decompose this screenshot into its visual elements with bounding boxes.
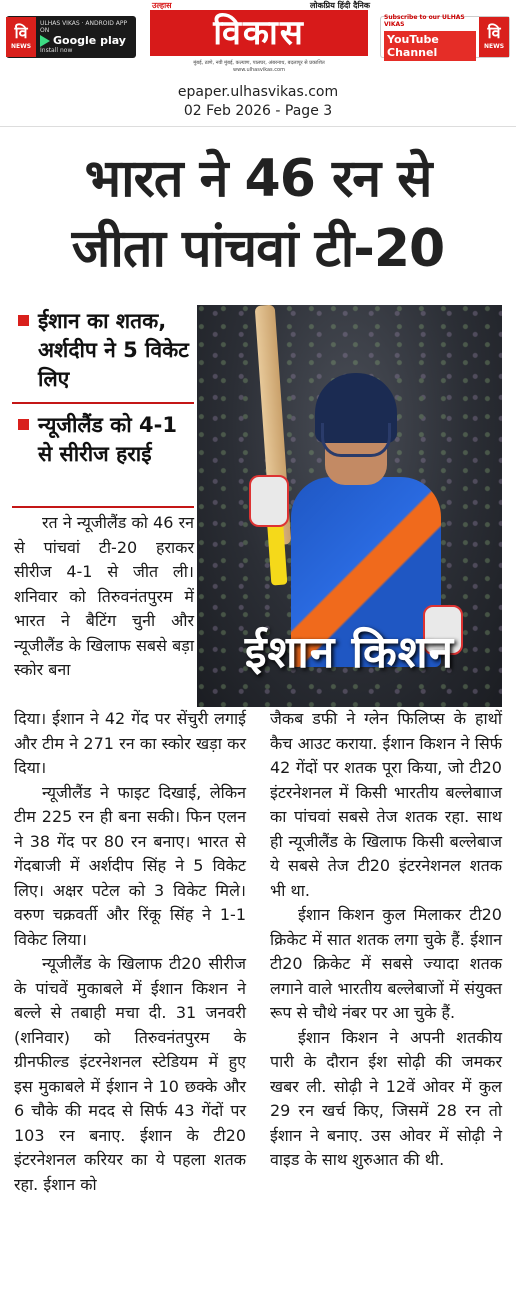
subhead-1: ईशान का शतक, अर्शदीप ने 5 विकेट लिए: [18, 307, 198, 394]
helmet-grill: [321, 423, 391, 457]
subhead-2: न्यूजीलैंड को 4-1 से सीरीज हराई: [18, 411, 198, 469]
youtube-badge[interactable]: [380, 13, 510, 59]
logo-website: www.ulhasvikas.com: [233, 67, 285, 73]
headline-line-1: भारत ने 46 रन से: [84, 149, 432, 209]
logo-name: विकास: [150, 10, 368, 56]
bullet-square-icon: [18, 315, 29, 326]
paragraph: जैकब डफी ने ग्लेन फिलिप्स के हाथों कैच आउट कराया. ईशान किशन ने सिर्फ 42 गेंदों पर शतक पूरा किया, जो टी20 इंटरनेशनल में किसी भारतीय बल्लेबााज का पांचवां सबसे तेज शतक रहा. साथ ही न्यूजीलैंड के खिलाफ किसी बल्लेबाज ये सबसे तेज टी20 इंटरनेशनल शतक भी था.: [270, 709, 502, 900]
logo-small-text: उल्हास: [152, 1, 172, 10]
news-clipping: [0, 126, 516, 1308]
logo-tagline: लोकप्रिय हिंदी दैनिक: [309, 1, 370, 10]
bullet-square-icon: [18, 419, 29, 430]
article-intro: [14, 511, 194, 683]
article-column-right: [270, 707, 502, 1173]
paragraph: रत ने न्यूजीलैंड को 46 रन से पांचवां टी-20 हराकर सीरीज 4-1 से जीत ली। शनिवार को तिरुवनंतपुरम में भारत ने बैटिंग चुनी और न्यूजीलैंड के खिलाफ सबसे बड़ा स्कोर बना: [14, 513, 194, 679]
paragraph: न्यूजीलैंड के खिलाफ टी20 सीरीज के पांचवें मुकाबले में ईशान किशन ने बल्ले से तबाही मचा दी. 31 जनवरी (शनिवार) को तिरुवनंतपुरम के ग्रीनफील्ड इंटरनेशनल स्टेडियम में हुए इस मुकाबले में ईशान ने 10 छक्के और 6 चौके की मदद से सिर्फ 43 गेंदों पर 103 रन बनाए. ईशान के टी20 इंटरनेशनल करियर का ये पहला शतक रहा. ईशान को: [14, 954, 246, 1194]
vikas-news-logo: वि NEWS: [6, 17, 36, 57]
logo-editions: मुंबई, ठाणे, नवी मुंबई, कल्याण, पालघर, अंबरनाथ, बदलापूर से प्रकाशित: [193, 60, 325, 66]
paragraph: ईशान किशन ने अपनी शतकीय पारी के दौरान ईश सोढ़ी की जमकर खबर ली. सोढ़ी ने 12वें ओवर में कुल 29 रन खर्च किए, जिसमें 28 रन तो ईशान ने बनाए. उस ओवर में सोढ़ी ने वाइड के साथ शुरुआत की थी.: [270, 1027, 502, 1169]
epaper-url[interactable]: epaper.ulhasvikas.com: [177, 84, 339, 100]
subhead-divider: [12, 506, 194, 508]
vikas-news-logo-right: वि NEWS: [479, 17, 509, 57]
youtube-channel-label: YouTube Channel: [384, 31, 476, 61]
epaper-source: [0, 83, 516, 121]
google-play-badge[interactable]: [6, 16, 136, 58]
masthead: [0, 0, 516, 78]
headline-line-2: जीता पांचवां टी-20: [71, 219, 445, 279]
youtube-caption: Subscribe to our ULHAS VIKAS: [384, 13, 465, 28]
photo-caption: ईशान किशन: [244, 627, 455, 678]
player-photo: [197, 305, 502, 707]
badge-caption: ULHAS VIKAS · ANDROID APP ON: [40, 20, 128, 34]
ulhas-vikas-logo[interactable]: [146, 0, 372, 74]
play-store-icon: [40, 35, 50, 47]
edition-date-page: 02 Feb 2026 - Page 3: [183, 103, 333, 119]
batting-glove-icon: [249, 475, 289, 527]
subhead-divider: [12, 402, 194, 404]
google-play-label: Google play: [53, 34, 126, 47]
install-label: Install now: [40, 47, 73, 54]
article-column-left: [14, 707, 246, 1197]
paragraph: ईशान किशन कुल मिलाकर टी20 क्रिकेट में सात शतक लगा चुके हैं. ईशान टी20 क्रिकेट में सबसे ज्यादा शतक लगाने वाले भारतीय बल्लेबाजों में संयुक्त रूप से चौथे नंबर पर आ चुके हैं.: [270, 905, 502, 1022]
paragraph: न्यूजीलैंड ने फाइट दिखाई, लेकिन टीम 225 रन ही बना सकी। फिन एलन ने 38 गेंद पर 80 रन बनाए। भारत से गेंदबाजी में अर्शदीप सिंह ने 5 विकेट लिए। अक्षर पटेल को 3 विकेट मिले। वरुण चक्रवर्ती और रिंकू सिंह ने 1-1 विकेट लिया।: [14, 782, 246, 949]
paragraph: दिया। ईशान ने 42 गेंद पर सेंचुरी लगाई और टीम ने 271 रन का स्कोर खड़ा कर दिया।: [14, 709, 246, 777]
